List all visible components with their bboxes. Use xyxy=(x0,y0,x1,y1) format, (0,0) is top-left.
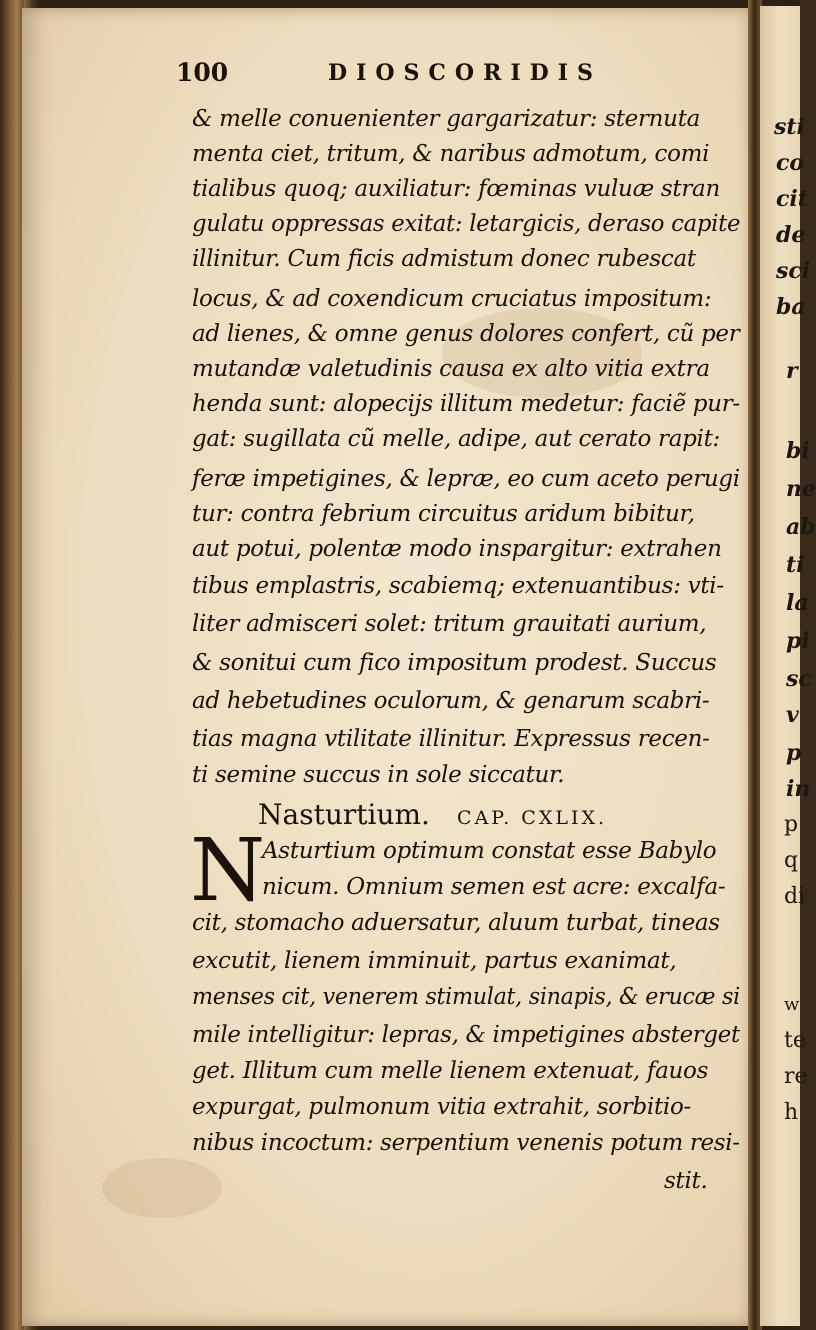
text-line: mutandæ valetudinis causa ex alto vitia extra xyxy=(192,356,710,382)
text-line: tur: contra febrium circuitus aridum bibitur, xyxy=(192,501,695,527)
facing-page-fragment: re xyxy=(784,1064,808,1089)
folio-number: 100 xyxy=(176,58,229,87)
facing-page-fragment: sci xyxy=(776,258,811,284)
facing-page-fragment: in xyxy=(786,776,811,802)
text-line: tibus emplastris, scabiemq; extenuantibus: vti- xyxy=(192,573,724,599)
text-line: nibus incoctum: serpentium venenis potum resi- xyxy=(192,1130,740,1156)
running-title: DIOSCORIDIS xyxy=(328,60,602,86)
facing-page-fragment: ne xyxy=(786,476,816,502)
facing-page-edge xyxy=(760,6,816,1326)
text-line: gat: sugillata cũ melle, adipe, aut cerato rapit: xyxy=(192,426,721,452)
facing-page-fragment: la xyxy=(786,590,809,616)
page-header xyxy=(170,58,670,92)
facing-page-fragment: cit xyxy=(776,186,808,212)
facing-page-fragment: r xyxy=(786,358,798,384)
text-line: ad lienes, & omne genus dolores confert, cũ per xyxy=(192,321,740,347)
facing-page-fragment: te xyxy=(784,1028,806,1053)
text-line: mile intelligitur: lepras, & impetigines absterget xyxy=(192,1022,740,1048)
book-binding-edge xyxy=(0,0,24,1330)
text-line: tialibus quoq; auxiliatur: fœminas vuluæ stran xyxy=(192,176,720,202)
chapter-number: CAP. CXLIX. xyxy=(457,807,608,829)
text-line: cit, stomacho aduersatur, aluum turbat, tineas xyxy=(192,910,720,936)
facing-page-fragment: bi xyxy=(786,438,810,464)
chapter-heading xyxy=(258,798,607,831)
text-line: expurgat, pulmonum vitia extrahit, sorbitio- xyxy=(192,1094,691,1120)
facing-page-fragment: h xyxy=(784,1100,799,1125)
text-line: menses cit, venerem stimulat, sinapis, & erucæ si xyxy=(192,984,740,1010)
text-line: henda sunt: alopecijs illitum medetur: faciẽ pur- xyxy=(192,391,740,417)
text-line: stit. xyxy=(664,1168,708,1194)
text-line: & sonitui cum fico impositum prodest. Succus xyxy=(192,650,717,676)
text-line: feræ impetigines, & lepræ, eo cum aceto perugi xyxy=(192,466,740,492)
chapter-name: Nasturtium. xyxy=(258,798,430,831)
facing-page-fragment: q xyxy=(784,848,799,873)
text-line: nicum. Omnium semen est acre: excalfa- xyxy=(262,874,726,900)
text-line: excutit, lienem imminuit, partus exanimat, xyxy=(192,948,677,974)
text-line: get. Illitum cum melle lienem extenuat, fauos xyxy=(192,1058,709,1084)
text-line: gulatu oppressas exitat: letargicis, deraso capite xyxy=(192,211,741,237)
facing-page-fragment: ti xyxy=(786,552,805,578)
text-line: ti semine succus in sole siccatur. xyxy=(192,762,565,788)
facing-page-fragment: co xyxy=(776,150,805,176)
paper-stain xyxy=(102,1158,222,1218)
facing-page-fragment: p xyxy=(784,812,799,837)
text-line: locus, & ad coxendicum cruciatus impositum: xyxy=(192,286,712,312)
text-line: aut potui, polentæ modo inspargitur: extrahen xyxy=(192,536,722,562)
facing-page-fragment: pi xyxy=(786,628,810,654)
facing-page-fragment: v xyxy=(786,702,799,728)
facing-page-fragment: di xyxy=(784,884,806,909)
facing-page-fragment: sti xyxy=(774,114,805,140)
facing-page-fragment: w xyxy=(784,994,800,1015)
facing-page-fragment: sc xyxy=(786,666,812,692)
text-line: tias magna vtilitate illinitur. Expressus recen- xyxy=(192,726,710,752)
text-line: & melle conuenienter gargarizatur: sternuta xyxy=(192,106,701,132)
text-line: menta ciet, tritum, & naribus admotum, comi xyxy=(192,141,710,167)
facing-page-fragment: ba xyxy=(776,294,806,320)
drop-capital: N xyxy=(190,821,266,921)
text-line: ad hebetudines oculorum, & genarum scabri- xyxy=(192,688,710,714)
facing-page-fragment: de xyxy=(776,222,806,248)
text-line: Asturtium optimum constat esse Babylo xyxy=(262,838,717,864)
text-line: illinitur. Cum ficis admistum donec rubescat xyxy=(192,246,696,272)
text-line: liter admisceri solet: tritum grauitati aurium, xyxy=(192,611,707,637)
facing-page-fragment: ab xyxy=(786,514,816,540)
facing-page-fragment: p xyxy=(786,740,802,766)
